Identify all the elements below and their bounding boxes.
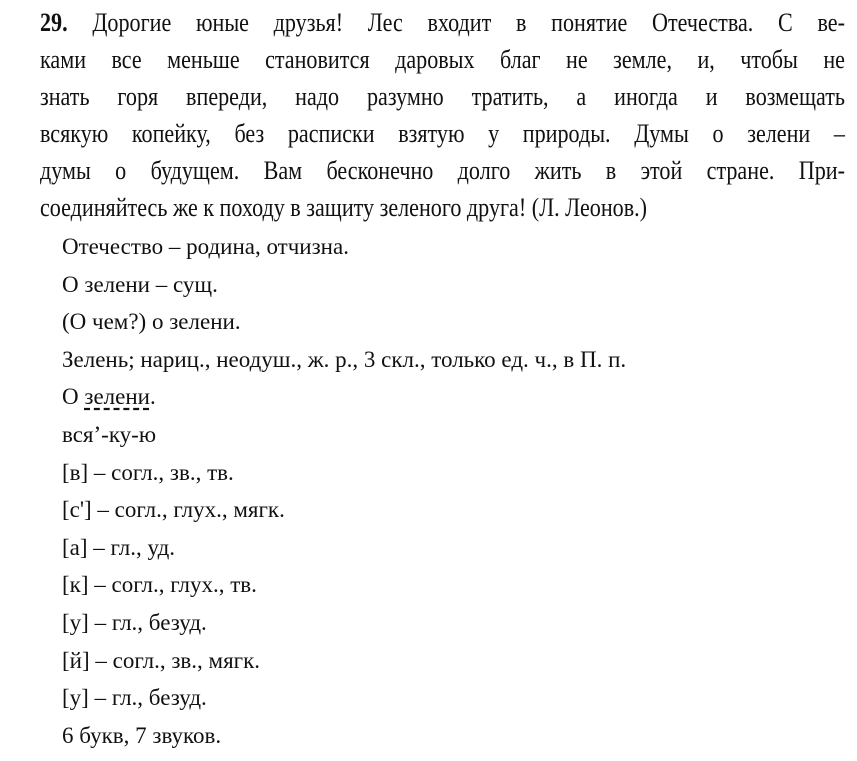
note-line: О зелени – сущ. xyxy=(62,271,218,297)
sound-line: [с'] – согл., глух., мягк. xyxy=(62,497,285,523)
sound-line: [у] – гл., безуд. xyxy=(62,685,207,711)
paragraph-line: думы о будущем. Вам бесконечно долго жить в этой стране. При- xyxy=(40,156,845,185)
analysis-notes xyxy=(62,228,626,754)
exercise-number: 29. xyxy=(40,8,68,37)
note-line: (О чем?) о зелени. xyxy=(62,309,241,335)
underlined-word: зелени xyxy=(84,384,150,410)
paragraph-line: знать горя впереди, надо разумно тратить, а иногда и возмещать xyxy=(40,82,845,111)
note-line: Зелень; нариц., неодуш., ж. р., 3 скл., только ед. ч., в П. п. xyxy=(62,346,627,372)
note-line-parsed-word xyxy=(62,378,626,416)
sound-line: [а] – гл., уд. xyxy=(62,534,176,560)
summary-line: 6 букв, 7 звуков. xyxy=(62,722,222,748)
paragraph-text: Дорогие юные друзья! Лес входит в понятие Отечества. С ве- xyxy=(92,8,845,37)
sound-line: [й] – согл., зв., мягк. xyxy=(62,647,261,673)
period: . xyxy=(149,384,156,410)
sound-line: [у] – гл., безуд. xyxy=(62,609,207,635)
paragraph-line: соединяйтесь же к походу в защиту зеленого друга! (Л. Леонов.) xyxy=(40,193,648,222)
sound-line: [в] – согл., зв., тв. xyxy=(62,459,234,485)
paragraph-line xyxy=(40,4,845,41)
paragraph-line: всякую копейку, без расписки взятую у природы. Думы о зелени – xyxy=(40,119,845,148)
sound-line: [к] – согл., глух., тв. xyxy=(62,572,257,598)
note-line-syllables: вся’-ку-ю xyxy=(62,421,157,447)
exercise-paragraph xyxy=(40,4,845,226)
preposition: О xyxy=(62,384,85,410)
paragraph-line: ками все меньше становится даровых благ не земле, и, чтобы не xyxy=(40,45,845,74)
note-line: Отечество – родина, отчизна. xyxy=(62,234,349,259)
